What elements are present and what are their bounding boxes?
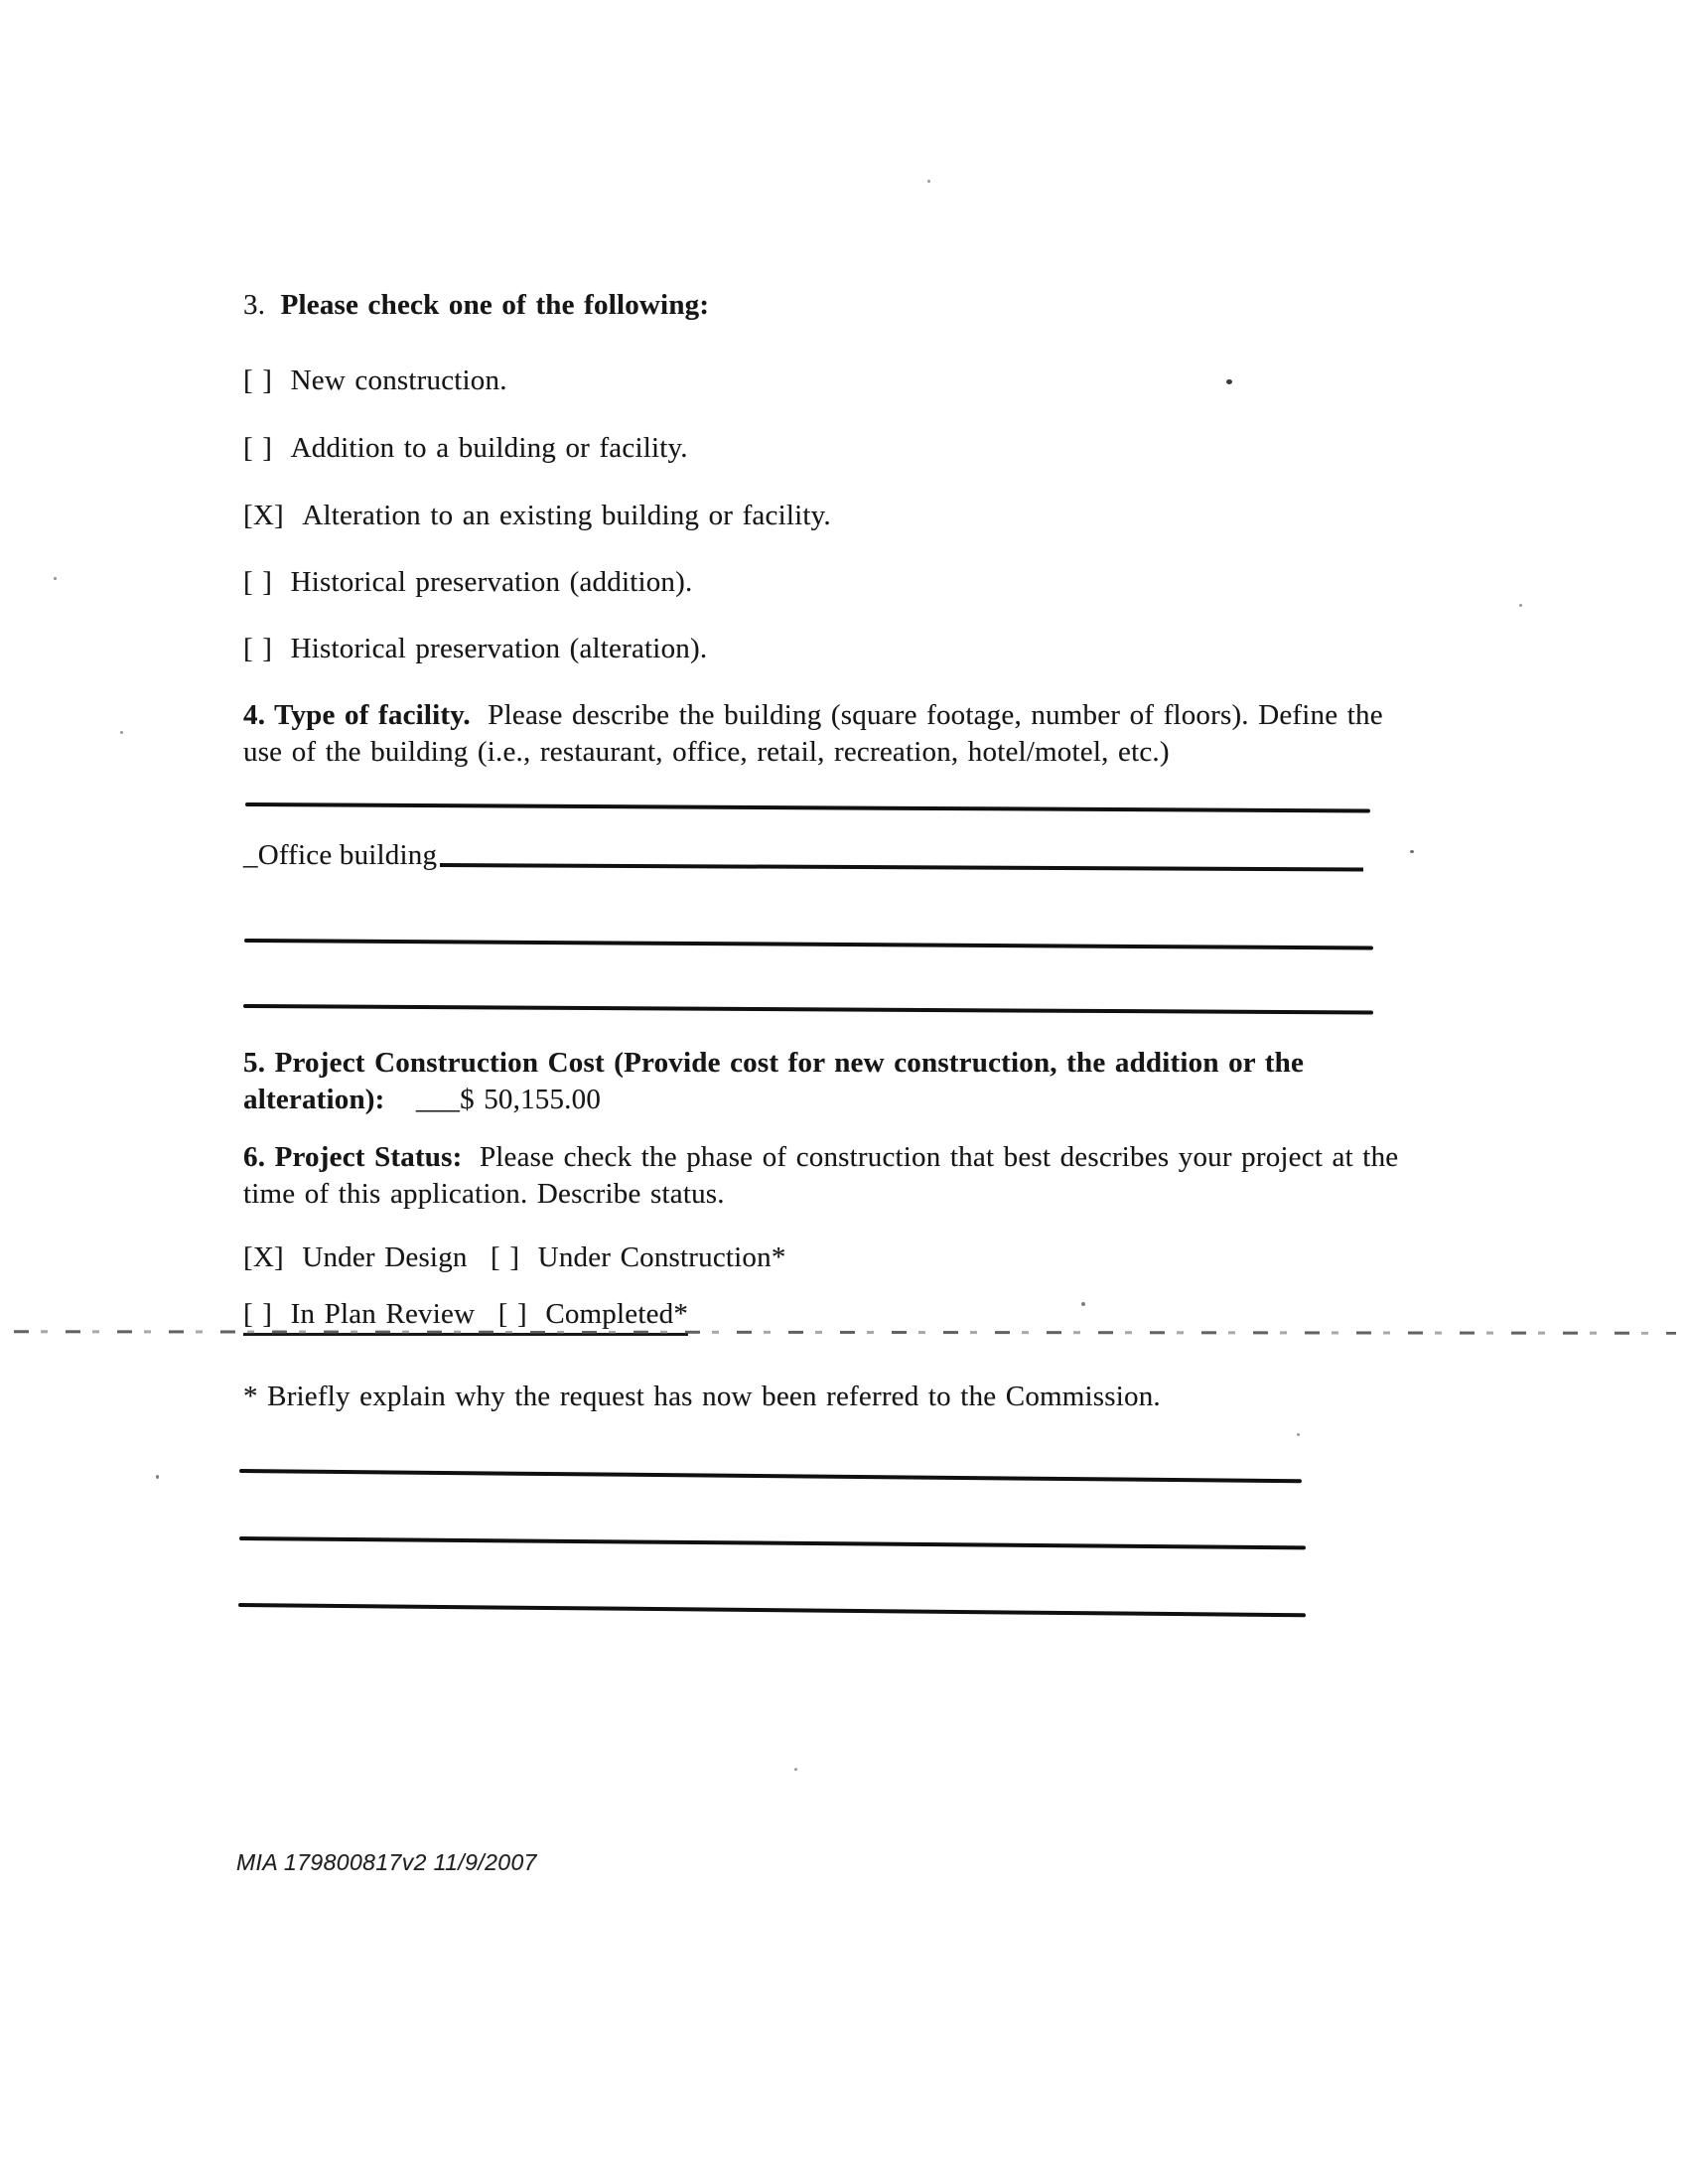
section3-heading-text: Please check one of the following: bbox=[280, 289, 710, 321]
option-label: New construction. bbox=[290, 364, 507, 396]
checkbox-completed: [ ] bbox=[497, 1298, 527, 1330]
section6-heading: 6. Project Status: bbox=[243, 1141, 463, 1173]
checkbox-addition: [ ] bbox=[243, 432, 273, 464]
facility-answer-text: _Office building bbox=[243, 839, 438, 871]
facility-answer-row bbox=[243, 837, 1363, 873]
section4-heading: 4. Type of facility. bbox=[243, 699, 471, 731]
section6-heading-line bbox=[243, 1140, 1398, 1174]
checkbox-historical-alteration: [ ] bbox=[243, 633, 273, 664]
scan-speck bbox=[1297, 1433, 1300, 1436]
checkbox-new-construction: [ ] bbox=[243, 364, 273, 396]
blank-line-rule bbox=[243, 1004, 1373, 1015]
scan-speck bbox=[1519, 604, 1522, 607]
option-historical-alteration bbox=[243, 632, 707, 665]
scan-speck bbox=[120, 731, 123, 734]
blank-line-rule bbox=[245, 802, 1370, 813]
status-row-2 bbox=[243, 1297, 688, 1331]
blank-line-rule bbox=[239, 1469, 1302, 1483]
status-label-under-design: Under Design bbox=[302, 1241, 468, 1273]
checkbox-alteration-checked: [X] bbox=[243, 500, 284, 531]
checkbox-historical-addition: [ ] bbox=[243, 566, 273, 598]
option-historical-addition bbox=[243, 565, 692, 599]
scan-speck bbox=[794, 1768, 797, 1771]
option-label: Alteration to an existing building or facility. bbox=[302, 500, 831, 531]
blank-line-rule bbox=[238, 1603, 1306, 1617]
section4-description-line1: Please describe the building (square footage, number of floors). Define the bbox=[488, 699, 1383, 731]
section6-description-line1: Please check the phase of construction that best describes your project at the bbox=[479, 1141, 1399, 1173]
footnote-text: * Briefly explain why the request has now been referred to the Commission. bbox=[243, 1381, 1161, 1412]
blank-line-rule bbox=[239, 1536, 1306, 1549]
section5-heading-line2 bbox=[243, 1083, 601, 1116]
blank-line-rule bbox=[244, 939, 1373, 950]
section5-heading-line1: 5. Project Construction Cost (Provide cost for new construction, the addition or the bbox=[243, 1047, 1305, 1079]
scan-speck bbox=[1081, 1302, 1085, 1306]
answer-underline bbox=[440, 863, 1363, 872]
status-label-completed: Completed* bbox=[545, 1298, 689, 1330]
checkbox-in-plan-review: [ ] bbox=[243, 1298, 273, 1330]
checkbox-under-construction: [ ] bbox=[491, 1241, 520, 1273]
scan-speck bbox=[927, 180, 930, 183]
option-new-construction bbox=[243, 364, 507, 397]
scan-speck bbox=[156, 1475, 159, 1479]
status-label-under-construction: Under Construction* bbox=[537, 1241, 786, 1273]
section3-number: 3. bbox=[243, 289, 266, 321]
option-alteration bbox=[243, 499, 831, 532]
construction-cost-value: ___$ 50,155.00 bbox=[415, 1084, 602, 1115]
section6-description-line2: time of this application. Describe status. bbox=[243, 1178, 725, 1210]
status-label-in-plan-review: In Plan Review bbox=[290, 1298, 476, 1330]
section4-heading-line bbox=[243, 698, 1383, 732]
section5-heading-line2-text: alteration): bbox=[243, 1084, 385, 1115]
section3-heading bbox=[243, 288, 709, 322]
option-label: Historical preservation (addition). bbox=[290, 566, 693, 598]
status-row-1 bbox=[243, 1240, 786, 1274]
scan-speck bbox=[54, 577, 57, 580]
section4-description-line2: use of the building (i.e., restaurant, office, retail, recreation, hotel/motel, etc.) bbox=[243, 736, 1170, 768]
option-addition bbox=[243, 431, 688, 465]
scan-speck bbox=[1226, 379, 1232, 384]
document-reference-footer: MIA 179800817v2 11/9/2007 bbox=[236, 1849, 537, 1875]
option-label: Historical preservation (alteration). bbox=[290, 633, 708, 664]
scan-speck bbox=[1410, 850, 1414, 853]
checkbox-under-design-checked: [X] bbox=[243, 1241, 284, 1273]
option-label: Addition to a building or facility. bbox=[290, 432, 688, 464]
